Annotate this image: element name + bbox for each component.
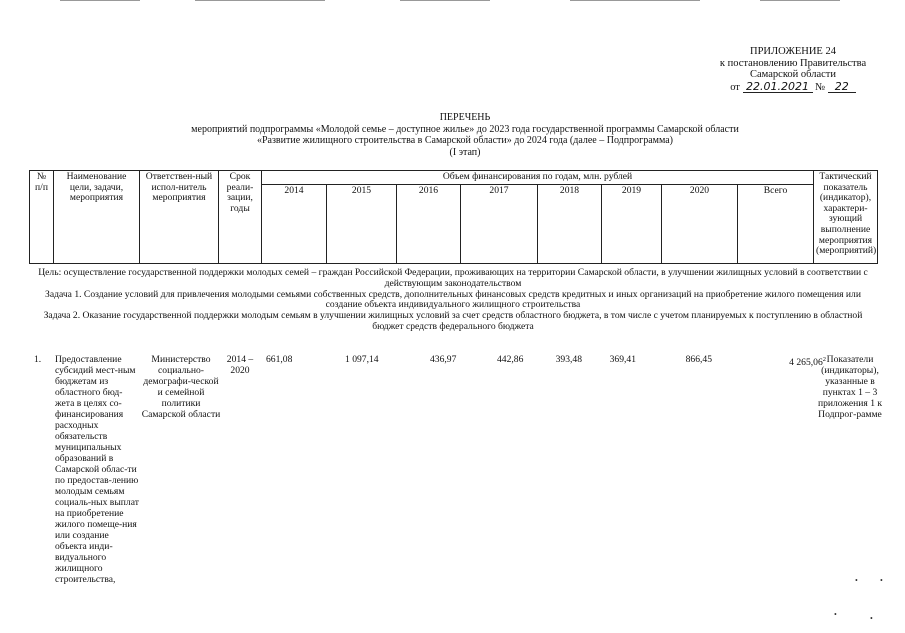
header-year: 2014 (262, 184, 327, 263)
task1-text: Задача 1. Создание условий для привлечения молодыми семьями собственных средств, дополнительных финансовых средств кредитных и иных организаций на приобретение жилого помещения или создание объекта индивидуального жилищного строительства (45, 288, 861, 311)
goals-block (29, 268, 877, 333)
header-year: 2019 (602, 184, 662, 263)
value-total: 4 265,06$^2$ (789, 356, 826, 369)
appendix-date-line (690, 81, 896, 94)
heading-title: ПЕРЕЧЕНЬ (439, 112, 491, 123)
heading-line3: (I этап) (449, 146, 481, 158)
row-indicator: Показатели (индикаторы), указанные в пунктах 1 – 3 приложения 1 к Подпрог-рамме (817, 354, 883, 420)
header-year: 2020 (662, 184, 738, 263)
header-year: 2016 (397, 184, 461, 263)
from-label: от (730, 81, 740, 93)
header-total: Всего (738, 184, 814, 263)
appendix-line1: к постановлению Правительства (719, 57, 867, 69)
header-year: 2015 (327, 184, 397, 263)
header-year: 2017 (461, 184, 538, 263)
header-year: 2018 (538, 184, 602, 263)
goal-text: Цель: осуществление государственной поддержки молодых семей – граждан Российской Федерации, проживающих на территории Самарской области, в улучшении жилищных условий в соответствии с действующим законодательством (38, 267, 868, 289)
funding-table-header (29, 170, 878, 264)
row-responsible: Министерство социально-демографи-ческой и семейной политики Самарской области (141, 354, 221, 420)
value-2018: 393,48 (555, 354, 582, 365)
appendix-line2: Самарской области (750, 69, 836, 80)
header-responsible: Ответствен-ный испол-нитель мероприятия (140, 171, 219, 264)
header-num: № п/п (30, 171, 54, 264)
appendix-title: ПРИЛОЖЕНИЕ 24 (750, 46, 836, 57)
scan-speck: • (880, 576, 883, 585)
signed-date: 22.01.2021 (743, 81, 813, 94)
row-term: 2014 – 2020 (226, 354, 254, 376)
appendix-block (690, 46, 896, 93)
signed-number: 22 (828, 81, 856, 94)
scan-speck: • (834, 610, 837, 619)
document-heading (140, 112, 790, 158)
header-term: Срок реали-зации, годы (219, 171, 262, 264)
heading-line2: «Развитие жилищного строительства в Самарской области» до 2024 года (далее – Подпрограмма) (256, 135, 674, 146)
header-funding: Объем финансирования по годам, млн. рублей (262, 171, 814, 185)
number-label: № (815, 81, 826, 93)
task2-text: Задача 2. Оказание государственной поддержки молодым семьям в улучшении жилищных условий за счет средств областного бюджета, в том числе с учетом планируемых к поступлению в областной бюджет средств федерального бюджета (43, 310, 863, 332)
row-name: Предоставление субсидий мест-ным бюджетам из областного бюд-жета в целях со-финансирования расходных обязательств муниципальных образований в Самарской облас-ти по предостав-лению молодым семьям социаль-ных выплат на приобретение жилого помеще-ния или создание объекта инди-видуального жилищного строительства, (55, 354, 139, 585)
footnote-mark: 2 (822, 356, 826, 363)
scan-speck: • (855, 576, 858, 585)
row-num: 1. (34, 354, 42, 365)
value-2020: 866,45 (685, 354, 712, 365)
header-name: Наименование цели, задачи, мероприятия (54, 171, 140, 264)
value-2014: 661,08 (266, 354, 293, 365)
value-2016: 436,97 (430, 354, 457, 365)
heading-line1: мероприятий подпрограммы «Молодой семье – доступное жилье» до 2023 года государственной программы Самарской области (191, 123, 739, 135)
value-2015: 1 097,14 (345, 354, 379, 365)
scan-speck: • (870, 614, 873, 623)
header-indicator: Тактический показатель (индикатор), характери-зующий выполнение мероприятия (мероприятий) (814, 171, 878, 264)
value-2019: 369,41 (609, 354, 636, 365)
value-2017: 442,86 (497, 354, 524, 365)
